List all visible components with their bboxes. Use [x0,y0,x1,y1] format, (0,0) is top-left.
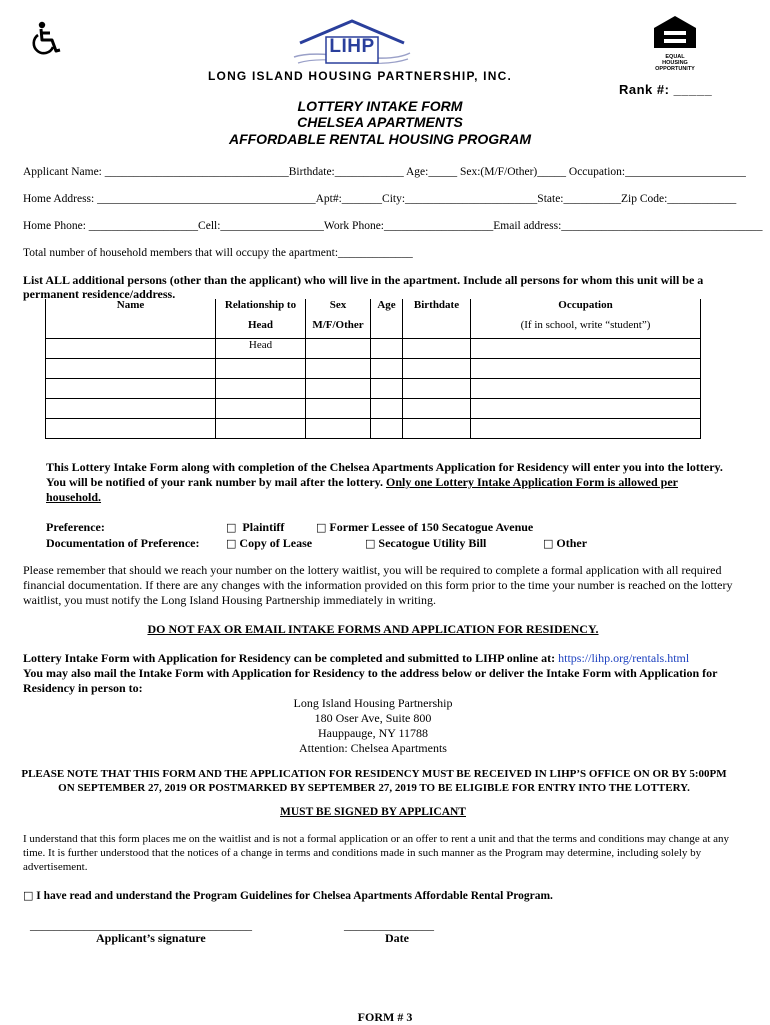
col-header-relationship-2: Head [216,319,306,339]
rentals-link[interactable]: https://lihp.org/rentals.html [558,651,690,665]
signature-label: Applicant’s signature [96,931,206,945]
checkbox-icon[interactable]: □ [316,521,327,534]
guidelines-text: I have read and understand the Program Guidelines for Chelsea Apartments Affordable Rental Program. [36,890,553,902]
doc-other[interactable] [543,536,587,551]
doc-utility-bill[interactable] [365,536,486,551]
address-line-2: 180 Oser Ave, Suite 800 [314,711,432,725]
col-header-birthdate: Birthdate [403,299,471,319]
address-line[interactable]: Home Address: ______________________________________Apt#:_______City:_______________________State:__________Zip Code:____________ [23,193,737,205]
title-lottery: LOTTERY INTAKE FORM [297,98,463,114]
col-header-occupation: Occupation [471,299,701,319]
online-text: Lottery Intake Form with Application for Residency can be completed and submitted to LIHP online at: [23,651,559,665]
col-header-sex: Sex [306,299,371,319]
lottery-notice [46,460,726,505]
doc-copy-of-lease[interactable] [226,536,312,551]
address-line-3: Hauppauge, NY 11788 [317,726,429,740]
utility-bill-label: Secatogue Utility Bill [378,536,487,550]
rank-label: Rank #: _____ [619,82,713,97]
preference-label: Preference: [46,520,105,534]
table-row [46,379,701,399]
relationship-head: Head [216,339,306,359]
mailing-address [0,696,746,756]
eho-text: EQUAL HOUSING OPPORTUNITY [655,54,695,72]
table-header-row-2 [46,319,701,339]
household-count-line[interactable]: Total number of household members that will occupy the apartment:_____________ [23,247,413,259]
checkbox-icon[interactable]: □ [226,521,237,534]
must-sign-label: MUST BE SIGNED BY APPLICANT [280,806,466,818]
phone-line[interactable]: Home Phone: ___________________Cell:__________________Work Phone:___________________Email address:___________________________________ [23,220,763,232]
applicant-info-line[interactable]: Applicant Name: ________________________________Birthdate:____________ Age:_____ Sex:(M/F/Other)_____ Occupation:_____________________ [23,166,746,178]
documentation-label: Documentation of Preference: [46,536,200,550]
col-header-age-2 [371,319,403,339]
date-line[interactable]: _______________ [344,918,434,932]
former-lessee-label: Former Lessee of 150 Secatogue Avenue [329,520,534,534]
checkbox-icon[interactable]: □ [23,889,34,902]
logo-text: LIHP [329,36,375,57]
mail-text: You may also mail the Intake Form with Application for Residency to the address below or deliver the Intake Form with Application for Residency in person to: [23,666,718,695]
equal-housing-icon [652,15,698,72]
preference-plaintiff[interactable] [226,520,284,535]
form-number: FORM # 3 [357,1010,413,1024]
col-header-birthdate-2 [403,319,471,339]
deadline-notice: PLEASE NOTE THAT THIS FORM AND THE APPLICATION FOR RESIDENCY MUST BE RECEIVED IN LIHP’S OFFICE ON OR BY 5:00PM ON SEPTEMBER 27, 2019 OR POSTMARKED BY SEPTEMBER 27, 2019 TO BE ELIGIBLE FOR ENTRY INTO THE LOTTERY. [21,768,727,794]
address-line-4: Attention: Chelsea Apartments [299,741,447,755]
signature-line[interactable]: _____________________________________ [30,918,252,932]
household-table [45,299,701,439]
table-header-row [46,299,701,319]
wheelchair-icon [28,20,64,56]
table-row [46,419,701,439]
address-line-1: Long Island Housing Partnership [293,696,453,710]
table-row [46,399,701,419]
guidelines-acknowledgement[interactable] [23,889,553,902]
one-form-notice: Only one Lottery Intake Application Form is allowed per household. [46,475,678,504]
no-fax-notice: DO NOT FAX OR EMAIL INTAKE FORMS AND APPLICATION FOR RESIDENCY. [147,622,599,636]
remember-paragraph: Please remember that should we reach your number on the lottery waitlist, you will be required to complete a formal application with all required financial documentation. If there are any changes with the information provided on this form prior to the time your number is reached on the lottery waitlist, you must notify the Long Island Housing Partnership immediately in writing. [23,563,733,607]
copy-of-lease-label: Copy of Lease [239,536,313,550]
title-apartments: CHELSEA APARTMENTS [297,114,463,130]
checkbox-icon[interactable]: □ [543,537,554,550]
table-row [46,359,701,379]
other-label: Other [556,536,588,550]
checkbox-icon[interactable]: □ [365,537,376,550]
col-header-sex-2: M/F/Other [306,319,371,339]
col-header-occupation-2: (If in school, write “student”) [471,319,701,339]
checkbox-icon[interactable]: □ [226,537,237,550]
lottery-notice-text: This Lottery Intake Form along with completion of the Chelsea Apartments Application for Residency will enter you into the lottery. You will be notified of your rank number by mail after the lottery. [46,460,723,489]
table-row [46,339,701,359]
persons-intro: List ALL additional persons (other than the applicant) who will live in the apartment. Include all persons for whom this unit will be a permanent residence/address. [23,273,704,301]
col-header-age: Age [371,299,403,319]
col-header-name-2 [46,319,216,339]
online-paragraph [23,651,735,696]
col-header-name: Name [46,299,216,319]
date-label: Date [385,931,409,945]
lihp-logo [292,17,412,69]
plaintiff-label: Plaintiff [242,520,285,534]
understand-paragraph: I understand that this form places me on the waitlist and is not a formal application or an offer to rent a unit and that the terms and conditions may change at any time. It is further understood that the notices of a change in terms and conditions made in such manner as the Program may determine, including solely by advertisement. [23,833,730,873]
preference-former-lessee[interactable] [316,520,533,535]
org-name: LONG ISLAND HOUSING PARTNERSHIP, INC. [208,69,512,83]
title-program: AFFORDABLE RENTAL HOUSING PROGRAM [228,131,532,147]
col-header-relationship: Relationship to [216,299,306,319]
